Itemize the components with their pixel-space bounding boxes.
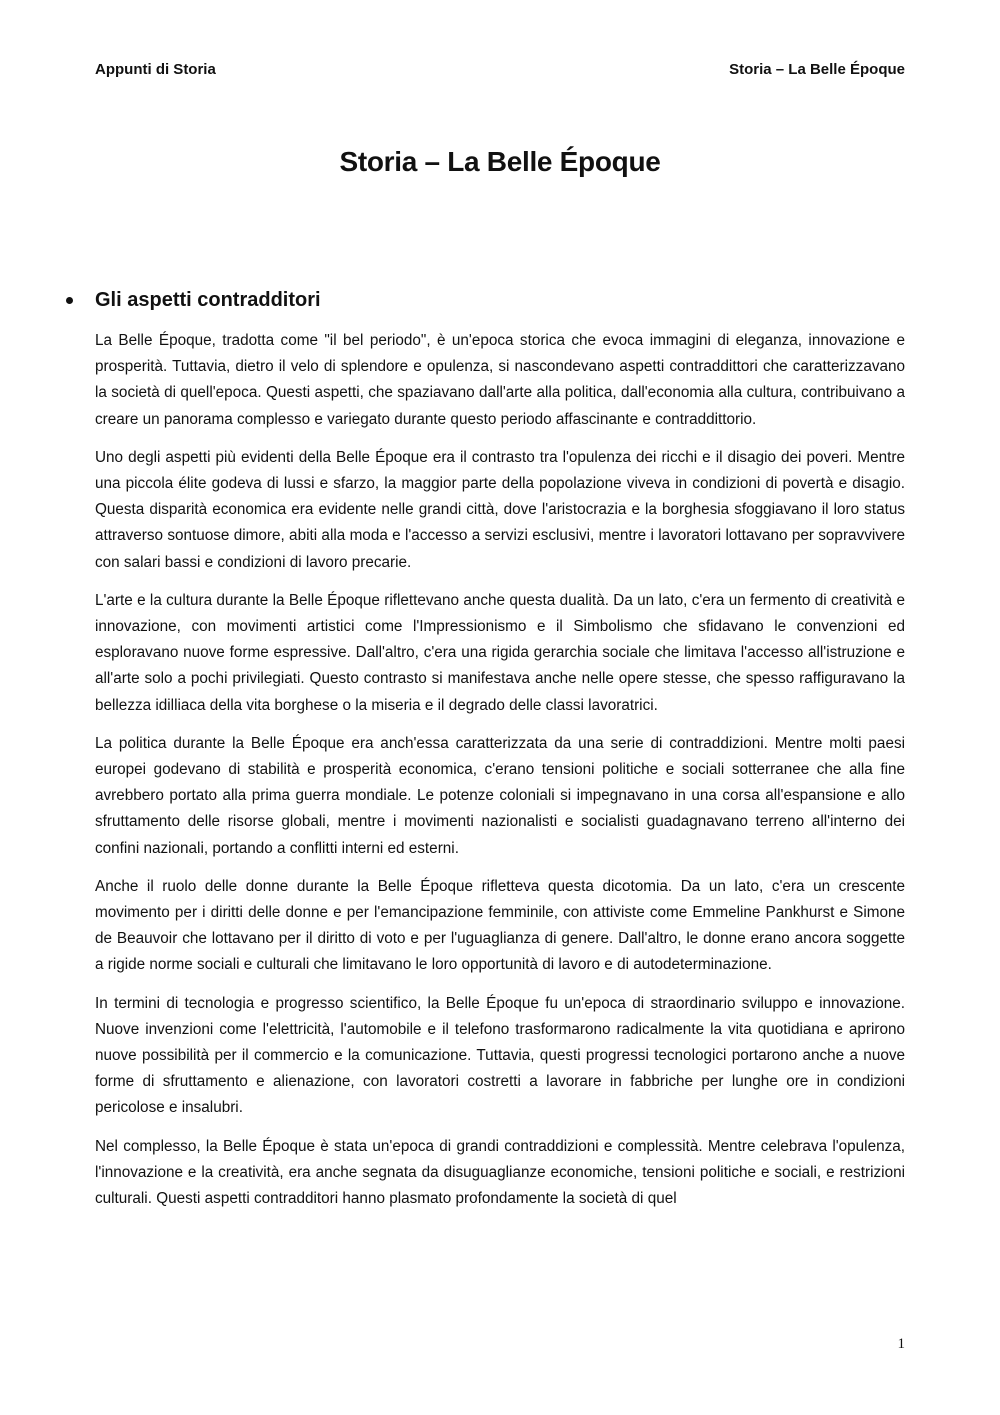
bullet-icon bbox=[66, 297, 73, 304]
running-header bbox=[95, 61, 905, 78]
section-heading bbox=[60, 286, 905, 314]
header-right-text: Storia – La Belle Époque bbox=[729, 61, 905, 78]
paragraph: Uno degli aspetti più evidenti della Belle Époque era il contrasto tra l'opulenza dei ricchi e il disagio dei poveri. Mentre una piccola élite godeva di lussi e sfarzo, la maggior parte della popolazione viveva in condizioni di povertà e disagio. Questa disparità economica era evidente nelle grandi città, dove l'aristocrazia e la borghesia sfoggiavano il loro status attraverso sontuose dimore, abiti alla moda e l'accesso a servizi esclusivi, mentre i lavoratori lottavano per sopravvivere con salari bassi e condizioni di lavoro precarie. bbox=[95, 448, 905, 571]
section-heading-text: Gli aspetti contradditori bbox=[95, 288, 321, 311]
paragraph: L'arte e la cultura durante la Belle Époque riflettevano anche questa dualità. Da un lato, c'era un fermento di creatività e innovazione, con movimenti artistici come l'Impressionismo e il Simbolismo che sfidavano le convenzioni ed esploravano nuove forme espressive. Dall'altro, c'era una rigida gerarchia sociale che limitava l'accesso all'istruzione e all'arte solo a pochi privilegiati. Questo contrasto si manifestava anche nelle opere stesse, che spesso raffiguravano la bellezza idilliaca della vita borghese o la miseria e il degrado delle classi lavoratrici. bbox=[95, 591, 905, 714]
paragraph: Nel complesso, la Belle Époque è stata un'epoca di grandi contraddizioni e complessità. Mentre celebrava l'opulenza, l'innovazione e la creatività, era anche segnata da disuguaglianze economiche, tensioni politiche e sociali, e restrizioni culturali. Questi aspetti contradditori hanno plasmato profondamente la società di quel bbox=[95, 1137, 905, 1208]
section-contradictory-aspects bbox=[60, 286, 905, 1224]
header-left-text: Appunti di Storia bbox=[95, 61, 216, 78]
section-body bbox=[95, 328, 905, 1212]
paragraph: La politica durante la Belle Époque era anch'essa caratterizzata da una serie di contraddizioni. Mentre molti paesi europei godevano di stabilità e prosperità economica, c'erano tensioni politiche e sociali sotterranee che alla fine avrebbero portato alla prima guerra mondiale. Le potenze coloniali si impegnavano in una corsa all'espansione e allo sfruttamento delle risorse globali, mentre i movimenti nazionalisti e socialisti guadagnavano terreno all'interno dei confini nazionali, portando a conflitti interni ed esterni. bbox=[95, 734, 905, 857]
paragraph: La Belle Époque, tradotta come "il bel periodo", è un'epoca storica che evoca immagini di eleganza, innovazione e prosperità. Tuttavia, dietro il velo di splendore e opulenza, si nascondevano aspetti contraddittori che caratterizzavano la società di quell'epoca. Questi aspetti, che spaziavano dall'arte alla politica, dall'economia alla cultura, contribuivano a creare un panorama complesso e variegato durante questo periodo affascinante e contraddittorio. bbox=[95, 332, 905, 428]
document-title: Storia – La Belle Époque bbox=[339, 146, 661, 177]
paragraph: In termini di tecnologia e progresso scientifico, la Belle Époque fu un'epoca di straordinario sviluppo e innovazione. Nuove invenzioni come l'elettricità, l'automobile e il telefono trasformarono radicalmente la vita quotidiana e aprirono nuove possibilità per il commercio e la comunicazione. Tuttavia, questi progressi tecnologici portarono anche a nuove forme di sfruttamento e alienazione, con lavoratori costretti a lavorare in fabbriche per lunghe ore in condizioni pericolose e insalubri. bbox=[95, 994, 905, 1117]
page-number: 1 bbox=[897, 1336, 905, 1352]
paragraph: Anche il ruolo delle donne durante la Belle Époque rifletteva questa dicotomia. Da un lato, c'era un crescente movimento per i diritti delle donne e per l'emancipazione femminile, con attiviste come Emmeline Pankhurst e Simone de Beauvoir che lottavano per il diritto di voto e per l'uguaglianza di genere. Dall'altro, le donne erano ancora soggette a rigide norme sociali e culturali che limitavano le loro opportunità di lavoro e di autodeterminazione. bbox=[95, 877, 905, 974]
